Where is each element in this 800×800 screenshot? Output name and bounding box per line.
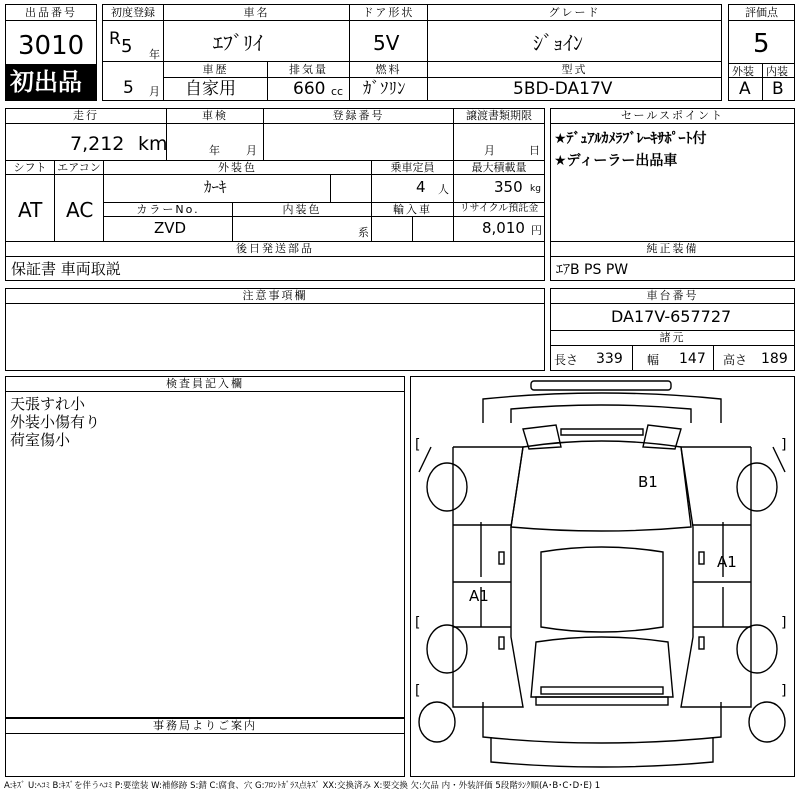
shift-label: シフト [13, 161, 47, 174]
load-unit: kg [530, 184, 541, 194]
sales-point-line2: ★ディーラー出品車 [554, 153, 678, 169]
inspection-year: 年 [209, 144, 220, 157]
displacement-unit: cc [331, 85, 344, 98]
length-value: 339 [596, 351, 623, 367]
later-parts-label: 後日発送部品 [236, 242, 314, 255]
genuine-box [550, 241, 795, 281]
office-label: 事務局よりご案内 [153, 719, 257, 732]
genuine-value: ｴｱB PS PW [556, 262, 629, 278]
year-unit: 年 [149, 48, 160, 61]
header-row1 [102, 4, 722, 62]
inspector-line3: 荷室傷小 [10, 431, 71, 449]
first-listing-text: 初出品 [10, 68, 82, 96]
ac-label: エアコン [57, 161, 101, 174]
interior-grade: B [772, 79, 784, 99]
ext-color-value: ｶｰｷ [204, 178, 227, 196]
dims-label: 諸元 [659, 331, 686, 344]
history-value: 自家用 [185, 79, 236, 99]
ext-color-label: 外装色 [218, 161, 257, 174]
score-label: 評価点 [745, 6, 778, 19]
sales-point-box [550, 108, 795, 242]
fuel-label: 燃料 [375, 63, 402, 76]
first-reg-label: 初度登録 [111, 6, 155, 19]
bracket-right-top: ] [781, 437, 787, 453]
score-value: 5 [753, 29, 770, 59]
bracket-left-mid: [ [415, 615, 421, 631]
transfer-month: 月 [484, 144, 495, 157]
int-color-label: 内装色 [282, 203, 322, 216]
ac-value: AC [66, 198, 94, 222]
genuine-label: 純正装備 [646, 242, 699, 255]
load-label: 最大積載量 [471, 161, 527, 174]
door-type: 5V [373, 31, 400, 55]
notes-box [5, 288, 545, 371]
chassis-box [550, 288, 795, 371]
capacity-unit: 人 [438, 183, 449, 196]
inspection-month: 月 [246, 144, 257, 157]
damage-mark-a1-left: A1 [469, 587, 489, 605]
registration-label: 登録番号 [332, 109, 385, 122]
chassis-value: DA17V-657727 [611, 307, 732, 326]
month-unit: 月 [149, 85, 160, 98]
office-box [5, 718, 405, 777]
mileage-label: 走行 [73, 109, 99, 122]
sales-point-line1: ★ﾃﾞｭｱﾙｶﾒﾗﾌﾞﾚｰｷｻﾎﾟｰﾄ付 [554, 131, 707, 147]
sales-point-label: セールスポイント [620, 109, 724, 122]
int-color-suffix: 系 [358, 226, 369, 239]
exterior-label: 外装 [732, 65, 754, 78]
later-parts-box [5, 241, 545, 281]
notes-label: 注意事項欄 [242, 289, 308, 302]
transfer-label: 譲渡書類期限 [466, 109, 532, 122]
vehicle-diagram-box [410, 376, 795, 777]
color-no-value: ZVD [154, 219, 187, 237]
inspector-line1: 天張すれ小 [10, 395, 86, 413]
lot-number: 3010 [18, 31, 85, 61]
import-label: 輸入車 [393, 203, 432, 216]
first-listing-badge [6, 64, 96, 100]
length-label: 長さ [554, 353, 579, 367]
lot-label: 出品番号 [25, 6, 77, 19]
vehicle-diagram [411, 377, 794, 776]
displacement-value: 660 [293, 79, 326, 99]
door-label: ドア形状 [362, 6, 415, 19]
shift-value: AT [18, 198, 43, 222]
mileage-value: 7,212 [70, 133, 125, 155]
inspection-label: 車検 [202, 109, 228, 122]
chassis-label: 車台番号 [646, 289, 699, 302]
inspector-label: 検査員記入欄 [166, 377, 244, 390]
era: R [109, 29, 121, 49]
model-value: 5BD-DA17V [513, 79, 613, 99]
inspector-line2: 外装小傷有り [10, 413, 101, 431]
interior-label: 内装 [766, 65, 788, 78]
recycle-value: 8,010 [482, 219, 525, 237]
later-parts-value: 保証書 車両取説 [11, 260, 121, 278]
load-value: 350 [494, 178, 523, 196]
damage-mark-b1: B1 [638, 473, 658, 491]
inspector-box [5, 376, 405, 718]
car-name-label: 車名 [243, 6, 270, 19]
grade: ｼﾞｮｲﾝ [533, 31, 583, 55]
model-label: 型式 [561, 63, 588, 76]
capacity-value: 4 [416, 178, 426, 196]
recycle-unit: 円 [531, 224, 542, 237]
history-label: 車歴 [202, 63, 229, 76]
bracket-right-bottom: ] [781, 683, 787, 699]
height-label: 高さ [723, 353, 748, 367]
exterior-grade: A [739, 79, 751, 99]
width-label: 幅 [647, 353, 660, 367]
reg-year: 5 [121, 36, 133, 57]
bracket-left-top: [ [415, 437, 421, 453]
bracket-left-bottom: [ [415, 683, 421, 699]
header-row2 [102, 61, 722, 101]
grade-label: グレード [548, 6, 601, 19]
transfer-day: 日 [529, 144, 540, 157]
damage-mark-a1-right: A1 [717, 553, 737, 571]
capacity-label: 乗車定員 [390, 161, 435, 174]
legend: A:ｷｽﾞ U:ﾍｺﾐ B:ｷｽﾞを伴うﾍｺﾐ P:要塗装 W:補修跡 S:錆 C:腐食、穴 G:ﾌﾛﾝﾄｶﾞﾗｽ点ｷｽﾞ XX:交換済み X:要交換 欠:欠品 内・外装評価 5段階ﾗﾝｸ順(A･B･C･D･E) 1 [4, 781, 601, 791]
bracket-right-mid: ] [781, 615, 787, 631]
fuel-value: ｶﾞｿﾘﾝ [363, 79, 406, 99]
mileage-unit: km [138, 133, 168, 155]
height-value: 189 [761, 351, 788, 367]
car-name: ｴﾌﾞﾘｲ [213, 31, 263, 55]
spec-grid [5, 108, 545, 242]
month-value: 5 [123, 78, 134, 98]
width-value: 147 [679, 351, 706, 367]
recycle-label: リサイクル預託金 [459, 203, 539, 214]
score-box [728, 4, 795, 101]
color-no-label: カラーNo. [136, 203, 200, 216]
displacement-label: 排気量 [289, 63, 328, 76]
